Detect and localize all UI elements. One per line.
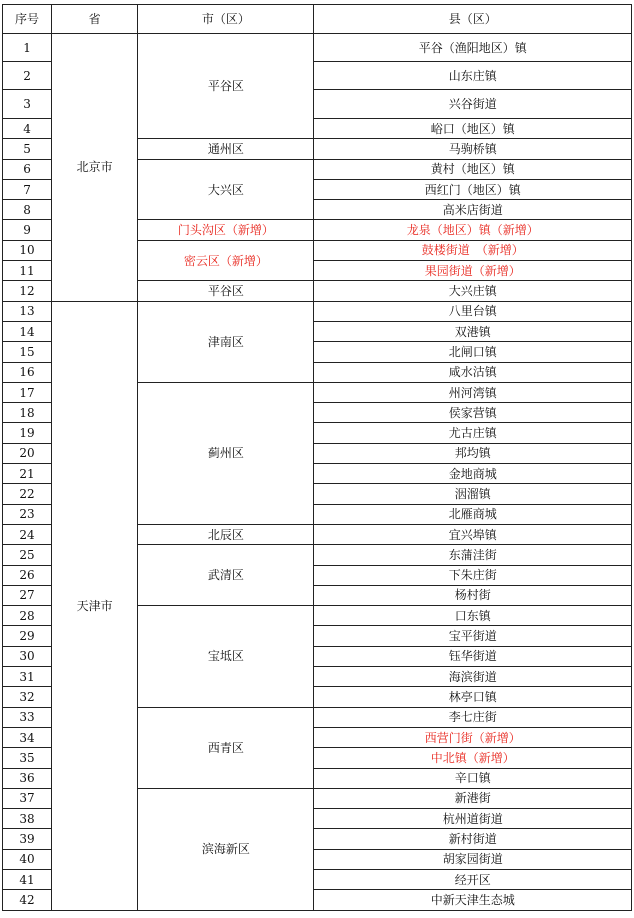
county-cell: 西红门（地区）镇 <box>314 179 632 199</box>
districts-table <box>2 4 632 911</box>
county-cell: 李七庄街 <box>314 707 632 727</box>
county-cell: 西营门街（新增） <box>314 727 632 747</box>
row-number: 24 <box>3 524 52 544</box>
header-county: 县（区） <box>314 5 632 34</box>
county-cell: 宜兴埠镇 <box>314 524 632 544</box>
row-number: 41 <box>3 869 52 889</box>
county-cell: 辛口镇 <box>314 768 632 788</box>
row-number: 42 <box>3 890 52 910</box>
county-cell: 尤古庄镇 <box>314 423 632 443</box>
row-number: 9 <box>3 220 52 240</box>
row-number: 19 <box>3 423 52 443</box>
row-number: 20 <box>3 443 52 463</box>
district-cell: 武清区 <box>138 545 314 606</box>
county-cell: 黄村（地区）镇 <box>314 159 632 179</box>
table-row <box>3 34 632 62</box>
county-cell: 杭州道街道 <box>314 809 632 829</box>
row-number: 15 <box>3 342 52 362</box>
county-cell: 龙泉（地区）镇（新增） <box>314 220 632 240</box>
header-province: 省 <box>52 5 138 34</box>
row-number: 3 <box>3 90 52 119</box>
row-number: 12 <box>3 281 52 301</box>
county-cell: 宝平街道 <box>314 626 632 646</box>
row-number: 29 <box>3 626 52 646</box>
district-cell: 密云区（新增） <box>138 240 314 281</box>
row-number: 40 <box>3 849 52 869</box>
row-number: 5 <box>3 139 52 159</box>
county-cell: 中新天津生态城 <box>314 890 632 910</box>
header-row <box>3 5 632 34</box>
row-number: 32 <box>3 687 52 707</box>
county-cell: 东蒲洼街 <box>314 545 632 565</box>
row-number: 23 <box>3 504 52 524</box>
row-number: 35 <box>3 748 52 768</box>
row-number: 28 <box>3 606 52 626</box>
row-number: 8 <box>3 200 52 220</box>
row-number: 26 <box>3 565 52 585</box>
row-number: 11 <box>3 261 52 281</box>
county-cell: 洇溜镇 <box>314 484 632 504</box>
district-cell: 通州区 <box>138 139 314 159</box>
district-cell: 津南区 <box>138 301 314 382</box>
district-cell: 宝坻区 <box>138 606 314 707</box>
district-cell: 平谷区 <box>138 281 314 301</box>
row-number: 27 <box>3 585 52 605</box>
county-cell: 大兴庄镇 <box>314 281 632 301</box>
county-cell: 下朱庄街 <box>314 565 632 585</box>
county-cell: 双港镇 <box>314 321 632 341</box>
county-cell: 北雁商城 <box>314 504 632 524</box>
district-cell: 西青区 <box>138 707 314 788</box>
district-cell: 门头沟区（新增） <box>138 220 314 240</box>
row-number: 16 <box>3 362 52 382</box>
row-number: 4 <box>3 119 52 139</box>
county-cell: 州河湾镇 <box>314 382 632 402</box>
row-number: 22 <box>3 484 52 504</box>
county-cell: 山东庄镇 <box>314 62 632 90</box>
row-number: 39 <box>3 829 52 849</box>
row-number: 7 <box>3 179 52 199</box>
table-row <box>3 301 632 321</box>
row-number: 14 <box>3 321 52 341</box>
district-cell: 大兴区 <box>138 159 314 220</box>
row-number: 13 <box>3 301 52 321</box>
row-number: 1 <box>3 34 52 62</box>
county-cell: 新村街道 <box>314 829 632 849</box>
header-no: 序号 <box>3 5 52 34</box>
row-number: 31 <box>3 667 52 687</box>
province-cell: 天津市 <box>52 301 138 910</box>
district-cell: 平谷区 <box>138 34 314 139</box>
row-number: 25 <box>3 545 52 565</box>
row-number: 36 <box>3 768 52 788</box>
row-number: 21 <box>3 464 52 484</box>
county-cell: 胡家园街道 <box>314 849 632 869</box>
row-number: 2 <box>3 62 52 90</box>
county-cell: 高米店街道 <box>314 200 632 220</box>
county-cell: 钰华街道 <box>314 646 632 666</box>
row-number: 38 <box>3 809 52 829</box>
county-cell: 咸水沽镇 <box>314 362 632 382</box>
county-cell: 海滨街道 <box>314 667 632 687</box>
county-cell: 平谷（渔阳地区）镇 <box>314 34 632 62</box>
county-cell: 口东镇 <box>314 606 632 626</box>
row-number: 10 <box>3 240 52 260</box>
row-number: 17 <box>3 382 52 402</box>
county-cell: 经开区 <box>314 869 632 889</box>
county-cell: 新港街 <box>314 788 632 808</box>
county-cell: 八里台镇 <box>314 301 632 321</box>
header-city: 市（区） <box>138 5 314 34</box>
county-cell: 兴谷街道 <box>314 90 632 119</box>
row-number: 30 <box>3 646 52 666</box>
county-cell: 果园街道（新增） <box>314 261 632 281</box>
row-number: 6 <box>3 159 52 179</box>
county-cell: 中北镇（新增） <box>314 748 632 768</box>
county-cell: 邦均镇 <box>314 443 632 463</box>
row-number: 34 <box>3 727 52 747</box>
county-cell: 林亭口镇 <box>314 687 632 707</box>
row-number: 18 <box>3 403 52 423</box>
county-cell: 北闸口镇 <box>314 342 632 362</box>
row-number: 37 <box>3 788 52 808</box>
row-number: 33 <box>3 707 52 727</box>
county-cell: 侯家营镇 <box>314 403 632 423</box>
county-cell: 金地商城 <box>314 464 632 484</box>
county-cell: 鼓楼街道 （新增） <box>314 240 632 260</box>
county-cell: 马驹桥镇 <box>314 139 632 159</box>
province-cell: 北京市 <box>52 34 138 302</box>
district-cell: 滨海新区 <box>138 788 314 910</box>
county-cell: 杨村街 <box>314 585 632 605</box>
district-cell: 北辰区 <box>138 524 314 544</box>
district-cell: 蓟州区 <box>138 382 314 524</box>
county-cell: 峪口（地区）镇 <box>314 119 632 139</box>
